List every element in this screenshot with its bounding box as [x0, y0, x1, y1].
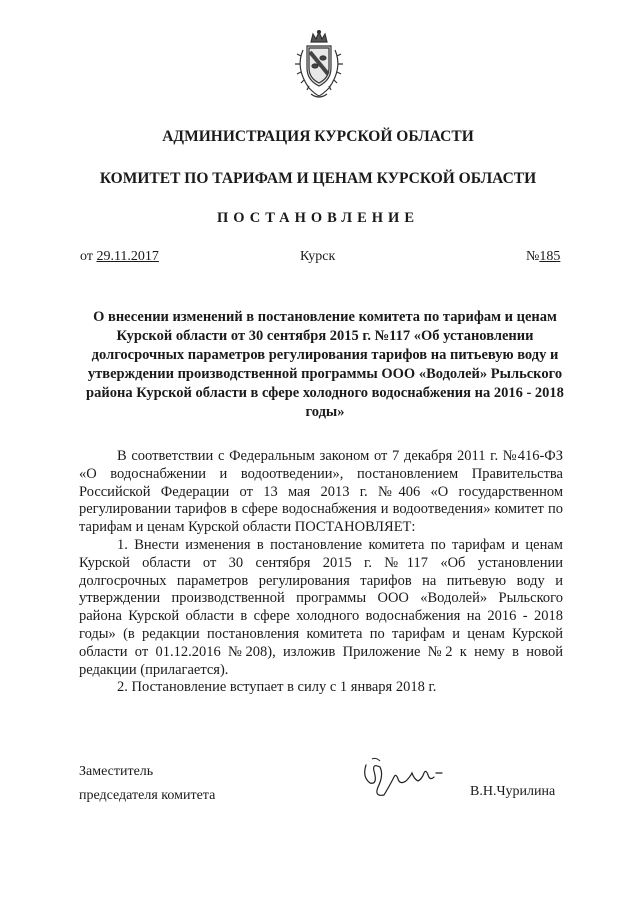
document-type: ПОСТАНОВЛЕНИЕ [216, 210, 419, 226]
handwritten-signature [360, 755, 445, 800]
preamble-paragraph: В соответствии с Федеральным законом от 7 декабря 2011 г. №416-ФЗ «О водоснабжении и водоотведении», постановлением Правительства Российской Федерации от 13 мая 2013 г. №406 «О государственном регулировании тарифов в сфере водоснабжения и водоотведения» комитет по тарифам и ценам Курской области ПОСТАНОВЛЯЕТ: [79, 448, 563, 536]
document-date: от 29.11.2017 [80, 249, 159, 264]
item-2-paragraph: 2. Постановление вступает в силу с 1 января 2018 г. [117, 679, 437, 696]
signatory-title-line2: председателя комитета [79, 788, 216, 803]
signatory-name: В.Н.Чурилина [470, 784, 556, 799]
document-body [79, 448, 563, 697]
signatory-title-line1: Заместитель [79, 764, 154, 779]
committee-title: КОМИТЕТ ПО ТАРИФАМ И ЦЕНАМ КУРСКОЙ ОБЛАСТИ [99, 170, 537, 187]
administration-title: АДМИНИСТРАЦИЯ КУРСКОЙ ОБЛАСТИ [162, 128, 474, 145]
document-subject: О внесении изменений в постановление комитета по тарифам и ценам Курской области от 30 сентября 2015 г. №117 «Об установлении долгосрочных параметров регулирования тарифов на питьевую воду и утверждении производственной программы ООО «Водолей» Рыльского района Курской области в сфере холодного водоснабжения на 2016 - 2018 годы» [86, 309, 564, 420]
item-1-paragraph: 1. Внести изменения в постановление комитета по тарифам и ценам Курской области от 30 сентября 2015 г. №117 «Об установлении долгосрочных параметров регулирования тарифов на питьевую воду и утверждении производственной программы ООО «Водолей» Рыльского района Курской области в сфере холодного водоснабжения на 2016 - 2018 годы» (в редакции постановления комитета по тарифам и ценам Курской области от 01.12.2016 №208), изложив Приложение №2 к нему в новой редакции (прилагается). [79, 536, 563, 678]
document-city: Курск [300, 249, 336, 264]
coat-of-arms-icon [291, 30, 347, 100]
document-number: №185 [526, 249, 561, 264]
signatory-title [79, 760, 215, 808]
